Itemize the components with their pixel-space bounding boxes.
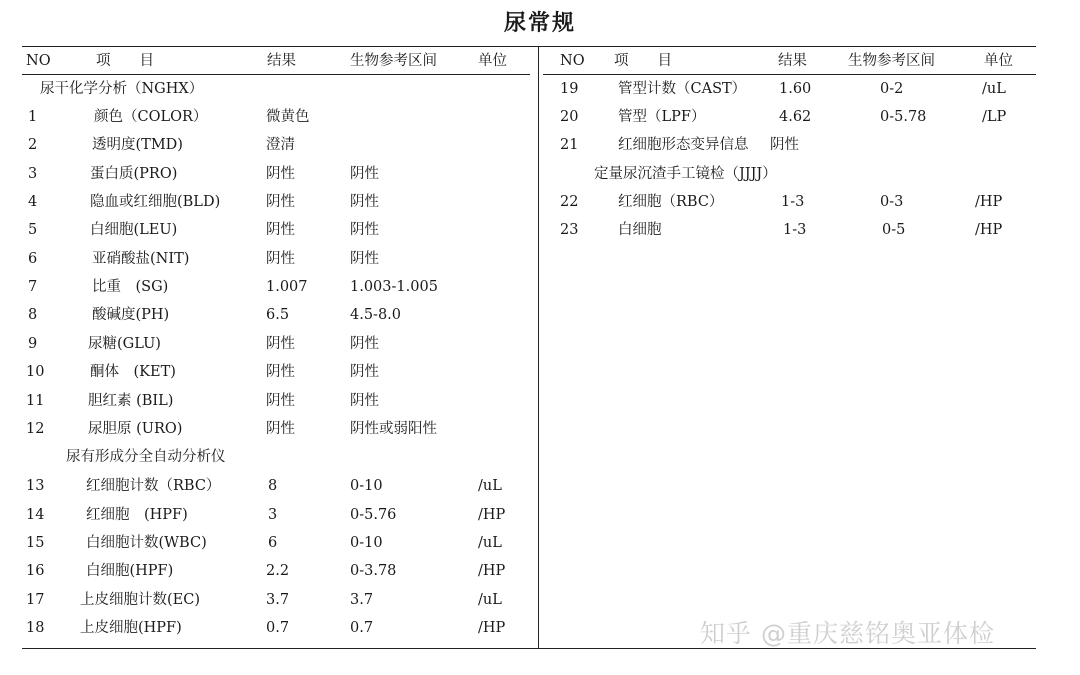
row-result: 阴性 — [266, 194, 295, 210]
row-item: 酸碱度(PH) — [92, 307, 170, 323]
row-reference: 阴性 — [350, 166, 379, 182]
row-reference: 0.7 — [350, 620, 374, 636]
row-unit: /HP — [478, 563, 506, 579]
row-result: 0.7 — [266, 620, 290, 636]
row-result: 1.60 — [779, 81, 812, 97]
row-reference: 阴性 — [350, 364, 379, 380]
row-item: 上皮细胞计数(EC) — [80, 592, 200, 608]
row-no: 1 — [28, 109, 38, 125]
row-unit: /LP — [982, 109, 1007, 125]
row-item: 白细胞 — [618, 222, 662, 238]
row-item: 红细胞计数（RBC） — [86, 478, 221, 494]
row-result: 2.2 — [266, 563, 290, 579]
row-result: 微黄色 — [266, 109, 310, 125]
row-item: 红细胞形态变异信息 — [618, 137, 749, 153]
row-no: 8 — [28, 307, 38, 323]
header-item-right: 项 目 — [614, 53, 672, 69]
row-no: 11 — [26, 393, 45, 409]
row-no: 9 — [28, 336, 38, 352]
row-item: 胆红素 (BIL) — [88, 393, 174, 409]
column-divider — [538, 46, 539, 648]
row-no: 13 — [26, 478, 45, 494]
row-reference: 0-2 — [880, 81, 904, 97]
row-result: 阴性 — [266, 421, 295, 437]
row-result: 8 — [268, 478, 278, 494]
row-reference: 0-10 — [350, 478, 383, 494]
row-reference: 4.5-8.0 — [350, 307, 402, 323]
row-reference: 阴性 — [350, 336, 379, 352]
row-result: 4.62 — [779, 109, 812, 125]
row-result: 阴性 — [266, 222, 295, 238]
row-reference: 0-3.78 — [350, 563, 397, 579]
row-no: 5 — [28, 222, 38, 238]
row-result: 阴性 — [266, 166, 295, 182]
row-result: 1-3 — [781, 194, 805, 210]
row-reference: 1.003-1.005 — [350, 279, 438, 295]
row-no: 22 — [560, 194, 579, 210]
row-unit: /uL — [478, 592, 502, 608]
row-item: 尿胆原 (URO) — [88, 421, 183, 437]
row-reference: 阴性或弱阳性 — [350, 421, 437, 437]
row-result: 阴性 — [266, 364, 295, 380]
row-no: 6 — [28, 251, 38, 267]
row-item: 红细胞（RBC） — [618, 194, 724, 210]
header-reference-right: 生物参考区间 — [848, 53, 935, 69]
row-item: 蛋白质(PRO) — [90, 166, 178, 182]
row-reference: 阴性 — [350, 194, 379, 210]
row-no: 17 — [26, 592, 45, 608]
header-result-left: 结果 — [267, 53, 296, 69]
row-unit: /uL — [982, 81, 1006, 97]
row-result: 阴性 — [266, 251, 295, 267]
row-no: 15 — [26, 535, 45, 551]
row-no: 21 — [560, 137, 579, 153]
row-result: 6 — [268, 535, 278, 551]
row-item: 尿糖(GLU) — [88, 336, 161, 352]
row-no: 19 — [560, 81, 579, 97]
row-result: 3.7 — [266, 592, 290, 608]
header-bottom-rule-right — [543, 74, 1036, 75]
header-unit-left: 单位 — [478, 53, 507, 69]
row-reference: 阴性 — [350, 393, 379, 409]
row-item: 红细胞 (HPF) — [86, 507, 188, 523]
row-no: 20 — [560, 109, 579, 125]
row-no: 12 — [26, 421, 45, 437]
row-result: 3 — [268, 507, 278, 523]
row-item: 比重 (SG) — [92, 279, 169, 295]
row-result: 6.5 — [266, 307, 290, 323]
row-no: 18 — [26, 620, 45, 636]
header-reference-left: 生物参考区间 — [350, 53, 437, 69]
row-result: 阴性 — [266, 393, 295, 409]
row-no: 3 — [28, 166, 38, 182]
row-unit: /HP — [975, 222, 1003, 238]
row-item: 酮体 (KET) — [90, 364, 176, 380]
table-top-rule — [22, 46, 1036, 47]
row-no: 23 — [560, 222, 579, 238]
row-item: 白细胞(LEU) — [90, 222, 178, 238]
row-no: 10 — [26, 364, 45, 380]
section-title-dry-chemistry: 尿干化学分析（NGHX） — [40, 81, 204, 97]
row-unit: /HP — [975, 194, 1003, 210]
row-reference: 0-5.76 — [350, 507, 397, 523]
header-result-right: 结果 — [778, 53, 807, 69]
row-item: 管型（LPF） — [618, 109, 706, 125]
row-no: 7 — [28, 279, 38, 295]
row-reference: 0-3 — [880, 194, 904, 210]
header-unit-right: 单位 — [984, 53, 1013, 69]
section-title-automated-analyzer: 尿有形成分全自动分析仪 — [66, 449, 226, 465]
row-reference: 0-5.78 — [880, 109, 927, 125]
row-unit: /uL — [478, 535, 502, 551]
row-no: 2 — [28, 137, 38, 153]
watermark: 知乎 @重庆慈铭奥亚体检 — [700, 619, 995, 648]
header-no-right: NO — [560, 53, 585, 69]
row-result: 1-3 — [783, 222, 807, 238]
row-reference: 阴性 — [350, 251, 379, 267]
row-result: 阴性 — [770, 137, 799, 153]
row-reference: 0-10 — [350, 535, 383, 551]
header-bottom-rule-left — [22, 74, 530, 75]
row-no: 4 — [28, 194, 38, 210]
row-no: 14 — [26, 507, 45, 523]
row-no: 16 — [26, 563, 45, 579]
header-no-left: NO — [26, 53, 51, 69]
row-unit: /HP — [478, 620, 506, 636]
row-item: 管型计数（CAST） — [618, 81, 747, 97]
row-unit: /uL — [478, 478, 502, 494]
row-item: 透明度(TMD) — [92, 137, 183, 153]
row-item: 白细胞(HPF) — [86, 563, 174, 579]
section-title-manual-microscopy: 定量尿沉渣手工镜检（JJJJ） — [594, 166, 777, 182]
row-result: 1.007 — [266, 279, 308, 295]
row-item: 上皮细胞(HPF) — [80, 620, 182, 636]
row-item: 亚硝酸盐(NIT) — [92, 251, 190, 267]
row-reference: 0-5 — [882, 222, 906, 238]
row-reference: 阴性 — [350, 222, 379, 238]
header-item-left: 项 目 — [96, 53, 154, 69]
row-result: 阴性 — [266, 336, 295, 352]
row-result: 澄清 — [266, 137, 295, 153]
row-item: 隐血或红细胞(BLD) — [90, 194, 221, 210]
row-item: 颜色（COLOR） — [94, 109, 208, 125]
page-title: 尿常规 — [503, 10, 576, 36]
row-unit: /HP — [478, 507, 506, 523]
row-reference: 3.7 — [350, 592, 374, 608]
row-item: 白细胞计数(WBC) — [86, 535, 207, 551]
